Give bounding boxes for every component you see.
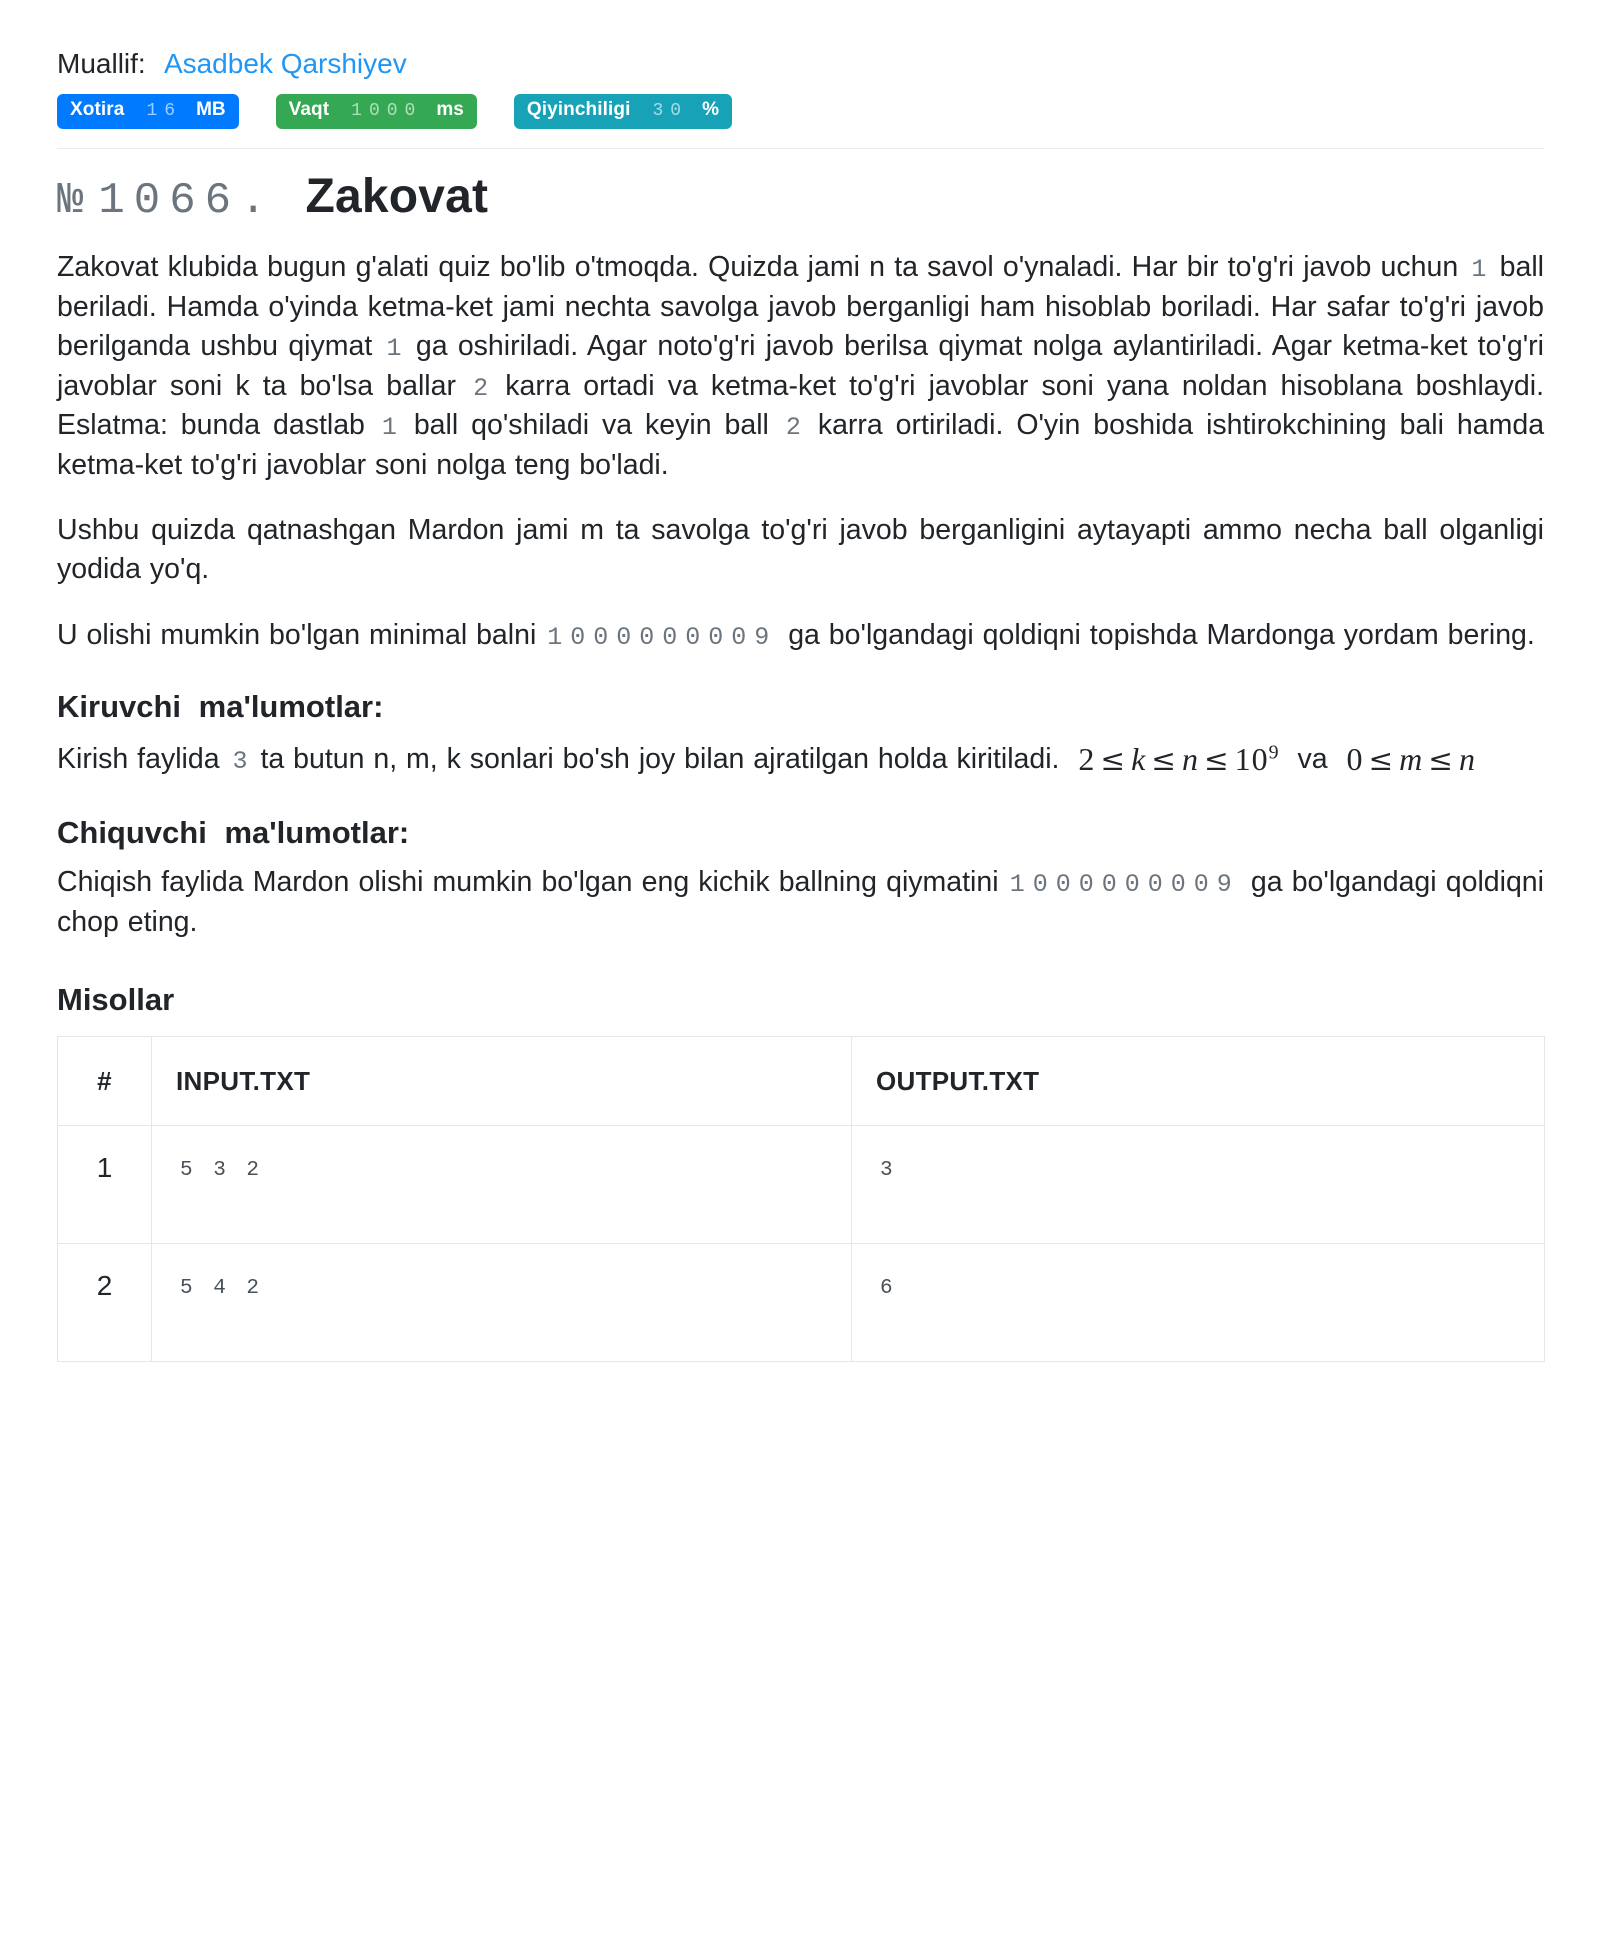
example-input-text: 5 3 2 xyxy=(180,1159,264,1183)
stmt-p1-d: karra ortadi va ketma-ket to'g'ri javoblar soni yana noldan hisoblana boshlaydi. Eslatma: bunda dastlab xyxy=(57,369,1545,442)
stmt-p1-code-4: 1 xyxy=(381,413,397,443)
column-header-input: INPUT.TXT xyxy=(152,1037,852,1126)
input-count-code: 3 xyxy=(232,747,248,777)
stmt-p1-code-5: 2 xyxy=(785,413,801,443)
output-section-body xyxy=(57,863,1544,942)
input-section-body xyxy=(57,737,1544,781)
stmt-p3-modulus-code: 1000000009 xyxy=(547,622,778,652)
author-last-name-link[interactable]: Qarshiyev xyxy=(280,48,407,79)
input-formula-conjunction: va xyxy=(1297,743,1328,776)
examples-table-body xyxy=(58,1126,1545,1362)
example-output-cell xyxy=(852,1244,1545,1362)
badge-difficulty-value: 30 xyxy=(652,101,689,121)
stmt-p1-code-1: 1 xyxy=(1471,255,1487,285)
table-row xyxy=(58,1126,1545,1244)
stmt-p1-e: ball qo'shiladi va keyin ball xyxy=(413,409,769,442)
input-text-a: Kirish faylida xyxy=(57,743,220,776)
column-header-index: # xyxy=(58,1037,152,1126)
output-text-a: Chiqish faylida Mardon olishi mumkin bo'lgan eng kichik ballning qiymatini xyxy=(57,866,999,899)
statement-paragraph-3 xyxy=(57,616,1544,656)
examples-table xyxy=(57,1036,1545,1362)
author-label: Muallif: xyxy=(57,48,146,79)
stmt-p1-a: Zakovat klubida bugun g'alati quiz bo'lib o'tmoqda. Quizda jami n ta savol o'ynaladi. Har bir to'g'ri javob uchun xyxy=(57,251,1459,284)
badge-time-unit: ms xyxy=(436,99,464,120)
examples-table-head xyxy=(58,1037,1545,1126)
statement-paragraph-1 xyxy=(57,248,1544,485)
header-divider xyxy=(57,148,1544,149)
formula2-m: m xyxy=(1399,741,1424,778)
title-number-symbol: № xyxy=(57,175,93,226)
example-output-cell xyxy=(852,1126,1545,1244)
stmt-p1-b: ball beriladi. Hamda o'yinda ketma-ket jami nechta savolga javob berganligi ham hisoblab boriladi. Har safar to'g'ri javob berilganda ushbu qiymat xyxy=(57,251,1545,363)
output-text-b: ga bo'lgandagi qoldiqni chop eting. xyxy=(57,866,1544,938)
badge-time-label: Vaqt xyxy=(288,99,330,120)
output-modulus-code: 1000000009 xyxy=(1009,870,1240,900)
stmt-p1-code-3: 2 xyxy=(473,373,489,403)
input-text-b: ta butun n, m, k sonlari bo'sh joy bilan ajratilgan holda kiritiladi. xyxy=(260,743,1060,776)
badge-time-value: 1000 xyxy=(351,101,423,121)
author-first-name-link[interactable]: Asadbek xyxy=(163,48,273,79)
example-index: 1 xyxy=(58,1126,152,1244)
output-section-heading: Chiquvchi ma'lumotlar: xyxy=(57,815,410,851)
example-input-cell xyxy=(152,1244,852,1362)
title-name: Zakovat xyxy=(305,169,489,223)
badge-memory-label: Xotira xyxy=(70,99,125,120)
formula2-n: n xyxy=(1458,741,1476,778)
formula1-base: 10 xyxy=(1234,741,1269,778)
input-constraint-formula-2: 0 ≤ m ≤ n xyxy=(1346,741,1476,778)
example-input-cell xyxy=(152,1126,852,1244)
badge-memory-unit: MB xyxy=(196,99,226,120)
column-header-output: OUTPUT.TXT xyxy=(852,1037,1545,1126)
author-line xyxy=(57,46,1544,81)
example-output-text: 3 xyxy=(880,1159,897,1183)
statement-paragraph-2: Ushbu quizda qatnashgan Mardon jami m ta savolga to'g'ri javob berganligini aytayapti ammo necha ball olganligi yodida yo'q. xyxy=(57,513,1544,586)
stmt-p1-f: karra ortiriladi. O'yin boshida ishtirokchining bali hamda ketma-ket to'g'ri javoblar soni nolga teng bo'ladi. xyxy=(57,409,1545,481)
table-header-row xyxy=(58,1037,1545,1126)
formula1-n: n xyxy=(1181,741,1199,778)
stmt-p1-code-2: 1 xyxy=(386,334,402,364)
formula1-exponent: 9 xyxy=(1268,741,1279,764)
example-input-text: 5 4 2 xyxy=(180,1277,264,1301)
title-number: 1066 xyxy=(98,175,241,226)
badge-memory-value: 16 xyxy=(146,101,183,121)
badge-difficulty xyxy=(514,94,732,129)
stmt-p3-a: U olishi mumkin bo'lgan minimal balni xyxy=(57,618,537,651)
example-index: 2 xyxy=(58,1244,152,1362)
stmt-p1-c: ga oshiriladi. Agar noto'g'ri javob berilsa qiymat nolga aylantiriladi. Agar ketma-ket to'g'ri javoblar soni k ta bo'lsa ballar xyxy=(57,330,1544,402)
badge-time xyxy=(276,94,477,129)
formula1-k: k xyxy=(1131,741,1147,778)
badge-row xyxy=(57,94,1544,129)
example-output-text: 6 xyxy=(880,1277,897,1301)
formula2-lower: 0 xyxy=(1346,741,1364,778)
input-constraint-formula-1: $2 \le k \le n \le 10^9$ xyxy=(1078,741,1279,778)
badge-memory xyxy=(57,94,239,129)
badge-difficulty-unit: % xyxy=(702,99,719,120)
stmt-p3-b: ga bo'lgandagi qoldiqni topishda Mardonga yordam bering. xyxy=(788,618,1535,651)
examples-heading: Misollar xyxy=(57,982,175,1018)
title-dot: . xyxy=(240,175,276,226)
table-row xyxy=(58,1244,1545,1362)
input-section-heading: Kiruvchi ma'lumotlar: xyxy=(57,689,384,725)
formula1-lower: 2 xyxy=(1078,741,1096,778)
badge-difficulty-label: Qiyinchiligi xyxy=(526,99,631,120)
page-title xyxy=(57,169,1544,227)
